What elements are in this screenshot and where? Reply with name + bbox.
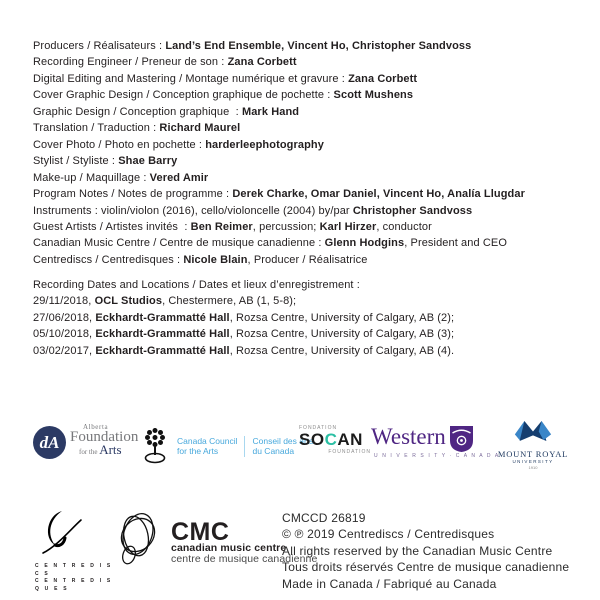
western-wordmark: Western (371, 424, 446, 449)
text-line: Stylist / Styliste : Shae Barry (33, 155, 178, 168)
credits-block (33, 38, 525, 268)
text-line: Centrediscs / Centredisques : Nicole Blain, Producer / Réalisatrice (33, 253, 368, 266)
socan-c: C (324, 430, 338, 449)
text-line: Make-up / Maquillage : Vered Amir (33, 171, 209, 184)
socan-fondation-label: FONDATION (299, 425, 338, 431)
western-university-logo (371, 424, 500, 459)
cc-fr-line1: Conseil des arts (252, 435, 314, 446)
centrediscs-mark-icon (35, 508, 87, 556)
mount-royal-wordmark: MOUNT ROYAL (497, 449, 569, 459)
text-line: Recording Dates and Locations / Dates et lieux d’enregistrement : (33, 279, 360, 291)
cmc-label-fr: centre de musique canadienne (171, 553, 318, 565)
text-line: 29/11/2018, OCL Studios, Chestermere, AB (1, 5-8); (33, 295, 297, 308)
cmc-abbr-label: CMC (171, 517, 230, 546)
socan-an: AN (337, 430, 363, 449)
afa-arts-label: Arts (99, 442, 122, 457)
afa-monogram-icon: dA (33, 426, 66, 459)
mount-royal-year: 1910 (528, 465, 538, 470)
text-line: Graphic Design / Conception graphique : Mark Hand (33, 105, 300, 118)
afa-alberta-label: Alberta (83, 423, 109, 431)
text-line: Cover Graphic Design / Conception graphique de pochette : Scott Mushens (33, 89, 414, 102)
centrediscs-label-fr: C E N T R E D I S Q U E S (35, 578, 113, 592)
text-line: Program Notes / Notes de programme : Derek Charke, Omar Daniel, Vincent Ho, Analía Llugdar (33, 188, 525, 201)
alberta-foundation-logo (33, 423, 138, 459)
cmc-label-en: canadian music centre (171, 541, 287, 554)
afa-forthe-label: for the (79, 448, 100, 456)
cc-en-line1: Canada Council (177, 435, 238, 446)
socan-foundation-label: FOUNDATION (328, 449, 371, 455)
mount-royal-logo (494, 419, 572, 471)
text-line: Instruments : violin/violon (2016), cello/violoncelle (2004) by/par Christopher Sandvoss (33, 204, 473, 217)
text-line: Made in Canada / Fabriqué au Canada (282, 576, 497, 591)
cmc-ovals-icon (108, 509, 170, 571)
western-subline: U N I V E R S I T Y · C A N A D A (374, 453, 500, 459)
catalogue-rights-block (282, 510, 569, 592)
text-line: All rights reserved by the Canadian Music Centre (282, 543, 553, 558)
text-line: Producers / Réalisateurs : Land’s End Ensemble, Vincent Ho, Christopher Sandvoss (33, 40, 472, 52)
text-line: Digital Editing and Mastering / Montage numérique et gravure : Zana Corbett (33, 72, 418, 85)
socan-foundation-logo (299, 425, 375, 455)
cc-en-line2: for the Arts (177, 446, 219, 456)
text-line: Translation / Traduction : Richard Maurel (33, 122, 241, 135)
afa-foundation-label: Foundation (70, 429, 139, 445)
text-line: Cover Photo / Photo en pochette : harderleephotography (33, 138, 324, 151)
cc-fr-line2: du Canada (252, 446, 295, 456)
socan-so: SO (299, 430, 325, 449)
canada-council-tree-icon (140, 426, 170, 466)
western-shield-icon (449, 425, 474, 453)
text-line: Tous droits réservés Centre de musique canadienne (282, 560, 570, 575)
text-line: Canadian Music Centre / Centre de musique canadienne : Glenn Hodgins, President and CEO (33, 237, 507, 250)
mount-royal-mark-icon (512, 419, 554, 444)
canada-council-logo (140, 426, 313, 466)
centrediscs-label-en: C E N T R E D I S C S (35, 563, 113, 577)
text-line: © ℗ 2019 Centrediscs / Centredisques (282, 527, 495, 542)
text-line: CMCCD 26819 (282, 511, 366, 525)
recording-dates-block (33, 277, 454, 359)
text-line: Guest Artists / Artistes invités : Ben Reimer, percussion; Karl Hirzer, conductor (33, 220, 432, 233)
text-line: Recording Engineer / Preneur de son : Zana Corbett (33, 56, 297, 69)
mount-royal-subline: UNIVERSITY (512, 459, 554, 464)
text-line: 03/02/2017, Eckhardt-Grammatté Hall, Rozsa Centre, University of Calgary, AB (4). (33, 344, 455, 357)
text-line: 27/06/2018, Eckhardt-Grammatté Hall, Rozsa Centre, University of Calgary, AB (2); (33, 311, 455, 324)
text-line: 05/10/2018, Eckhardt-Grammatté Hall, Rozsa Centre, University of Calgary, AB (3); (33, 328, 455, 341)
